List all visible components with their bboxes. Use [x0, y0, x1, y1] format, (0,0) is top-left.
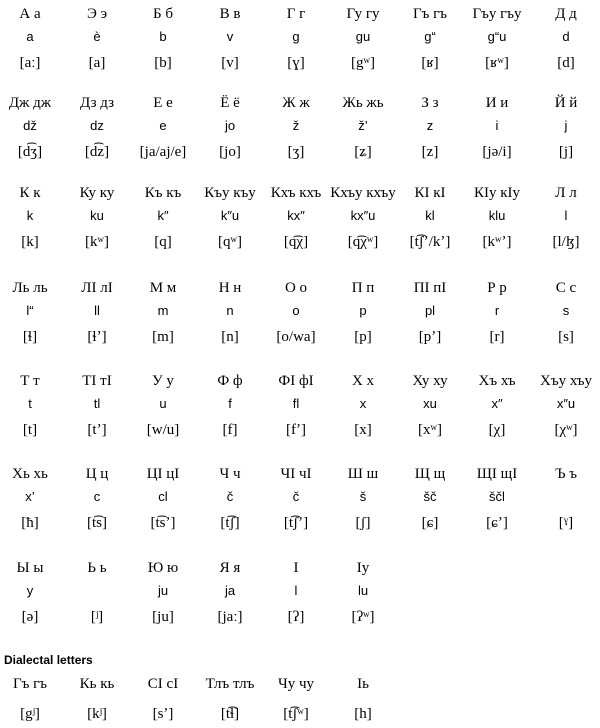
ipa-value: [t͡s] [87, 515, 107, 531]
latin-letter: kl [425, 208, 435, 223]
cyrillic-letter: Гъ гъ [412, 6, 448, 22]
cyrillic-letter: ЛI лI [81, 280, 113, 296]
latin-letter: j [564, 118, 568, 133]
latin-letter: v [226, 29, 234, 44]
ipa-value: [ʒ] [287, 144, 305, 160]
ipa-value: [ʁ] [421, 55, 439, 71]
ipa-value: [ɕʼ] [486, 515, 508, 531]
dialectal-ipa-value: [t͡ɬ] [220, 706, 240, 722]
ipa-value: [k] [21, 234, 39, 250]
ipa-value: [m] [152, 329, 174, 345]
dialectal-ipa-value: [t͡ʃʷ] [283, 706, 309, 722]
latin-letter: c [93, 489, 101, 504]
latin-letter: x″u [556, 396, 576, 411]
latin-letter: xu [423, 396, 437, 411]
cyrillic-letter: П п [351, 280, 375, 296]
latin-letter: jo [224, 118, 236, 133]
ipa-value: [ja/aj/e] [139, 144, 187, 160]
ipa-value: [a] [88, 55, 106, 71]
ipa-value: [aː] [19, 55, 41, 71]
cyrillic-letter: Б б [153, 6, 173, 22]
ipa-value: [fʼ] [286, 422, 306, 438]
cyrillic-letter: Й й [554, 95, 578, 111]
ipa-value: [kʷʼ] [482, 234, 512, 250]
cyrillic-letter: Л л [555, 185, 577, 201]
cyrillic-letter: ФI фI [278, 373, 314, 389]
cyrillic-letter: Ъ ъ [554, 466, 578, 482]
cyrillic-letter: Ку ку [79, 185, 115, 201]
latin-letter: č [292, 489, 300, 504]
latin-letter: è [93, 29, 101, 44]
cyrillic-letter: ЧI чI [280, 466, 312, 482]
latin-letter: ščl [489, 489, 505, 504]
cyrillic-letter: Хъ хъ [478, 373, 516, 389]
ipa-value: [ɣ] [287, 55, 305, 71]
latin-letter: p [359, 303, 367, 318]
cyrillic-letter: Н н [218, 280, 242, 296]
cyrillic-letter: Ф ф [217, 373, 243, 389]
ipa-value: [z] [421, 144, 439, 160]
cyrillic-letter: Гъу гъу [472, 6, 522, 22]
dialectal-cyrillic-letter: Iь [357, 676, 369, 692]
latin-letter: ku [90, 208, 104, 223]
ipa-value: [χʷ] [554, 422, 578, 438]
cyrillic-letter: Гу гу [346, 6, 380, 22]
ipa-value: [ʲ] [90, 609, 104, 625]
cyrillic-letter: З з [421, 95, 439, 111]
latin-letter: fl [292, 396, 300, 411]
latin-letter: ju [157, 583, 169, 598]
dialectal-ipa-value: [gʲ] [20, 706, 40, 722]
ipa-value: [ɕ] [421, 515, 439, 531]
ipa-value: [f] [222, 422, 238, 438]
latin-letter: cl [158, 489, 168, 504]
latin-letter: x″ [491, 396, 503, 411]
ipa-value: [l/ɮ] [552, 234, 580, 250]
ipa-value: [jo] [219, 144, 241, 160]
cyrillic-letter: О о [284, 280, 308, 296]
cyrillic-letter: Щ щ [414, 466, 446, 482]
latin-letter: z [426, 118, 434, 133]
cyrillic-letter: КIу кIу [473, 185, 521, 201]
latin-letter: m [157, 303, 169, 318]
ipa-value: [s] [558, 329, 574, 345]
ipa-value: [t] [22, 422, 38, 438]
latin-letter: k″ [157, 208, 169, 223]
latin-letter: kx″u [350, 208, 376, 223]
ipa-value: [d] [557, 55, 575, 71]
cyrillic-letter: Кхъу кхъу [330, 185, 396, 201]
dialectal-cyrillic-letter: Кь кь [79, 676, 115, 692]
cyrillic-letter: Дз дз [79, 95, 115, 111]
cyrillic-letter: Х х [351, 373, 375, 389]
ipa-value: [r] [489, 329, 505, 345]
cyrillic-letter: Къ къ [144, 185, 182, 201]
cyrillic-letter: Жь жь [342, 95, 384, 111]
dialectal-ipa-value: [kʲ] [87, 706, 107, 722]
ipa-value: [ʑ] [354, 144, 372, 160]
ipa-value: [ɬ] [22, 329, 38, 345]
latin-letter: n [226, 303, 234, 318]
ipa-value: [χ] [488, 422, 506, 438]
ipa-value: [q] [154, 234, 172, 250]
latin-letter: b [159, 29, 167, 44]
cyrillic-letter: Ч ч [219, 466, 241, 482]
cyrillic-letter: Р р [487, 280, 507, 296]
cyrillic-letter: ПI пI [413, 280, 447, 296]
cyrillic-letter: I [293, 560, 299, 576]
dialectal-cyrillic-letter: Гъ гъ [12, 676, 48, 692]
ipa-value: [ˠ] [558, 515, 574, 531]
latin-letter: u [159, 396, 167, 411]
latin-letter: d [562, 29, 570, 44]
ipa-value: [t͡ʃʼ] [283, 515, 309, 531]
latin-letter: gu [355, 29, 371, 44]
cyrillic-letter: КI кI [414, 185, 446, 201]
dialectal-ipa-value: [sʼ] [152, 706, 174, 722]
cyrillic-letter: Э э [86, 6, 108, 22]
dialectal-cyrillic-letter: Тлъ тлъ [205, 676, 255, 692]
latin-letter: i [495, 118, 499, 133]
latin-letter: g“ [424, 29, 436, 44]
latin-letter: pl [424, 303, 436, 318]
latin-letter: x’ [25, 489, 35, 504]
ipa-value: [t͡ʃʼ/kʼ] [409, 234, 451, 250]
cyrillic-letter: Къу къу [204, 185, 256, 201]
cyrillic-letter: Я я [219, 560, 241, 576]
ipa-value: [o/wa] [276, 329, 316, 345]
cyrillic-letter: Ё ё [220, 95, 240, 111]
cyrillic-letter: Ц ц [85, 466, 109, 482]
latin-letter: k″u [220, 208, 240, 223]
latin-letter: l“ [26, 303, 34, 318]
ipa-value: [ə] [21, 609, 39, 625]
latin-letter: ll [94, 303, 100, 318]
ipa-value: [pʼ] [418, 329, 442, 345]
latin-letter: klu [488, 208, 506, 223]
cyrillic-letter: Т т [20, 373, 40, 389]
cyrillic-letter: Хъу хъу [539, 373, 593, 389]
ipa-value: [q͡χʷ] [347, 234, 379, 250]
cyrillic-letter: Ы ы [16, 560, 44, 576]
ipa-value: [tʼ] [87, 422, 107, 438]
latin-letter: a [26, 29, 34, 44]
cyrillic-letter: Дж дж [8, 95, 52, 111]
ipa-value: [jə/i] [482, 144, 512, 160]
ipa-value: [n] [221, 329, 239, 345]
cyrillic-letter: Г г [286, 6, 306, 22]
ipa-value: [jaː] [217, 609, 243, 625]
latin-letter: šč [423, 489, 437, 504]
ipa-value: [gʷ] [351, 55, 375, 71]
ipa-value: [t͡ʃ] [220, 515, 240, 531]
cyrillic-letter: Ль ль [12, 280, 48, 296]
cyrillic-letter: Хь хь [12, 466, 48, 482]
ipa-value: [v] [221, 55, 239, 71]
cyrillic-letter: Е е [153, 95, 173, 111]
cyrillic-letter: Ж ж [282, 95, 310, 111]
latin-letter: ž’ [358, 118, 368, 133]
latin-letter: l [294, 583, 298, 598]
cyrillic-letter: Iу [356, 560, 370, 576]
ipa-value: [xʷ] [418, 422, 442, 438]
ipa-value: [w/u] [146, 422, 180, 438]
cyrillic-letter: ТI тI [82, 373, 112, 389]
ipa-value: [p] [354, 329, 372, 345]
cyrillic-letter: Д д [555, 6, 577, 22]
latin-letter: g“u [487, 29, 507, 44]
ipa-value: [t͡sʼ] [150, 515, 176, 531]
ipa-value: [j] [558, 144, 574, 160]
latin-letter: x [359, 396, 367, 411]
latin-letter: e [159, 118, 167, 133]
latin-letter: dž [23, 118, 37, 133]
ipa-value: [ħ] [21, 515, 39, 531]
cyrillic-letter: А а [19, 6, 41, 22]
latin-letter: f [228, 396, 232, 411]
dialectal-cyrillic-letter: Чу чу [277, 676, 315, 692]
cyrillic-letter: ЩI щI [476, 466, 518, 482]
cyrillic-letter: У у [152, 373, 174, 389]
cyrillic-letter: И и [485, 95, 509, 111]
latin-letter: g [292, 29, 300, 44]
latin-letter: tl [93, 396, 101, 411]
latin-letter: ja [224, 583, 236, 598]
latin-letter: š [359, 489, 367, 504]
cyrillic-letter: В в [219, 6, 241, 22]
ipa-value: [ʁʷ] [485, 55, 509, 71]
cyrillic-letter: К к [19, 185, 41, 201]
latin-letter: k [26, 208, 34, 223]
ipa-value: [kʷ] [85, 234, 109, 250]
dialectal-ipa-value: [h] [354, 706, 372, 722]
ipa-value: [ju] [152, 609, 174, 625]
ipa-value: [ʃ] [355, 515, 371, 531]
cyrillic-letter: С с [555, 280, 577, 296]
cyrillic-letter: Ш ш [347, 466, 379, 482]
ipa-value: [ʔʷ] [351, 609, 375, 625]
ipa-value: [b] [154, 55, 172, 71]
cyrillic-letter: Ь ь [87, 560, 107, 576]
latin-letter: s [562, 303, 570, 318]
ipa-value: [q͡χ] [283, 234, 309, 250]
cyrillic-letter: Ю ю [147, 560, 179, 576]
latin-letter: r [494, 303, 500, 318]
cyrillic-letter: Ху ху [412, 373, 448, 389]
cyrillic-letter: ЦI цI [146, 466, 180, 482]
latin-letter: o [292, 303, 300, 318]
ipa-value: [d͡ʒ] [17, 144, 43, 160]
latin-letter: y [26, 583, 34, 598]
ipa-value: [qʷ] [218, 234, 242, 250]
dialectal-letters-heading: Dialectal letters [4, 653, 93, 667]
latin-letter: t [28, 396, 32, 411]
latin-letter: č [226, 489, 234, 504]
latin-letter: dz [90, 118, 104, 133]
latin-letter: ž [292, 118, 300, 133]
latin-letter: lu [357, 583, 369, 598]
ipa-value: [d͡z] [84, 144, 110, 160]
ipa-value: [ɬʼ] [87, 329, 107, 345]
ipa-value: [x] [354, 422, 372, 438]
latin-letter: l [564, 208, 568, 223]
cyrillic-letter: М м [149, 280, 177, 296]
cyrillic-letter: Кхъ кхъ [270, 185, 322, 201]
latin-letter: kx″ [287, 208, 305, 223]
ipa-value: [ʔ] [287, 609, 305, 625]
dialectal-cyrillic-letter: СI сI [147, 676, 179, 692]
